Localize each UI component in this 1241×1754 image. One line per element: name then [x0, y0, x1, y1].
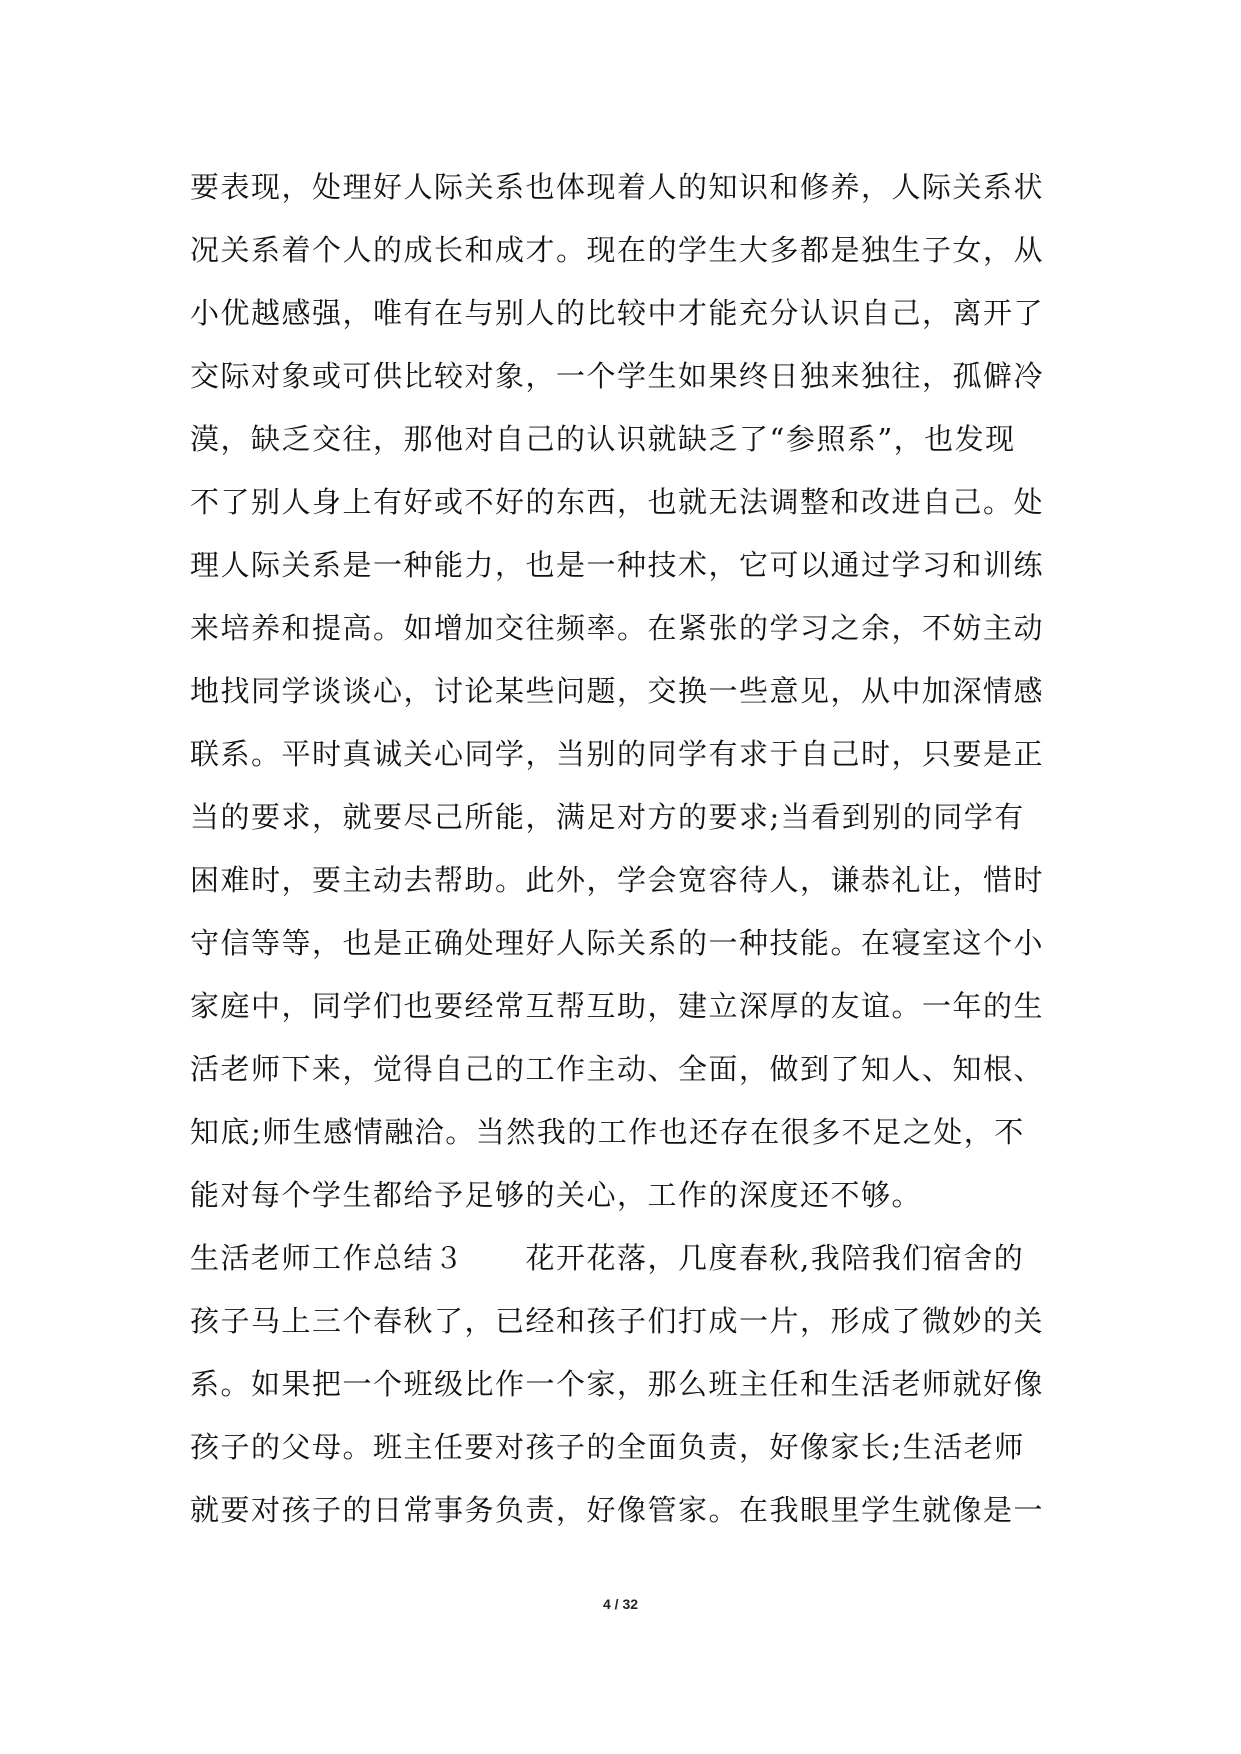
- text-line: 家庭中，同学们也要经常互帮互助，建立深厚的友谊。一年的生: [190, 989, 1045, 1023]
- text-line: 活老师下来，觉得自己的工作主动、全面，做到了知人、知根、: [190, 1052, 1045, 1086]
- text-line: 系。如果把一个班级比作一个家，那么班主任和生活老师就好像: [190, 1367, 1045, 1401]
- text-line: 孩子的父母。班主任要对孩子的全面负责，好像家长;生活老师: [190, 1430, 1025, 1464]
- text-line: 就要对孩子的日常事务负责，好像管家。在我眼里学生就像是一: [190, 1493, 1045, 1527]
- body-text: [190, 156, 1090, 1542]
- text-line: 理人际关系是一种能力，也是一种技术，它可以通过学习和训练: [190, 548, 1045, 582]
- text-line: 守信等等，也是正确处理好人际关系的一种技能。在寝室这个小: [190, 926, 1045, 960]
- text-line: 孩子马上三个春秋了，已经和孩子们打成一片，形成了微妙的关: [190, 1304, 1045, 1338]
- text-line: 知底;师生感情融洽。当然我的工作也还存在很多不足之处，不: [190, 1115, 1025, 1149]
- text-line: 地找同学谈谈心，讨论某些问题，交换一些意见，从中加深情感: [190, 674, 1045, 708]
- text-line: 况关系着个人的成长和成才。现在的学生大多都是独生子女，从: [190, 233, 1045, 267]
- text-line: 要表现，处理好人际关系也体现着人的知识和修养，人际关系状: [190, 170, 1045, 204]
- page-number: 4 / 32: [602, 1596, 639, 1612]
- text-line: 来培养和提高。如增加交往频率。在紧张的学习之余，不妨主动: [190, 611, 1045, 645]
- text-line: 漠，缺乏交往，那他对自己的认识就缺乏了“参照系”，也发现: [190, 422, 1016, 456]
- text-line: 困难时，要主动去帮助。此外，学会宽容待人，谦恭礼让，惜时: [190, 863, 1045, 897]
- text-line: 当的要求，就要尽己所能，满足对方的要求;当看到别的同学有: [190, 800, 1025, 834]
- text-line: 联系。平时真诚关心同学，当别的同学有求于自己时，只要是正: [190, 737, 1045, 771]
- text-line: 小优越感强，唯有在与别人的比较中才能充分认识自己，离开了: [190, 296, 1045, 330]
- section-heading-line: 生活老师工作总结３ 花开花落，几度春秋,我陪我们宿舍的: [190, 1241, 1025, 1275]
- text-line: 交际对象或可供比较对象，一个学生如果终日独来独往，孤僻冷: [190, 359, 1045, 393]
- text-line: 能对每个学生都给予足够的关心，工作的深度还不够。: [190, 1178, 923, 1212]
- text-line: 不了别人身上有好或不好的东西，也就无法调整和改进自己。处: [190, 485, 1045, 519]
